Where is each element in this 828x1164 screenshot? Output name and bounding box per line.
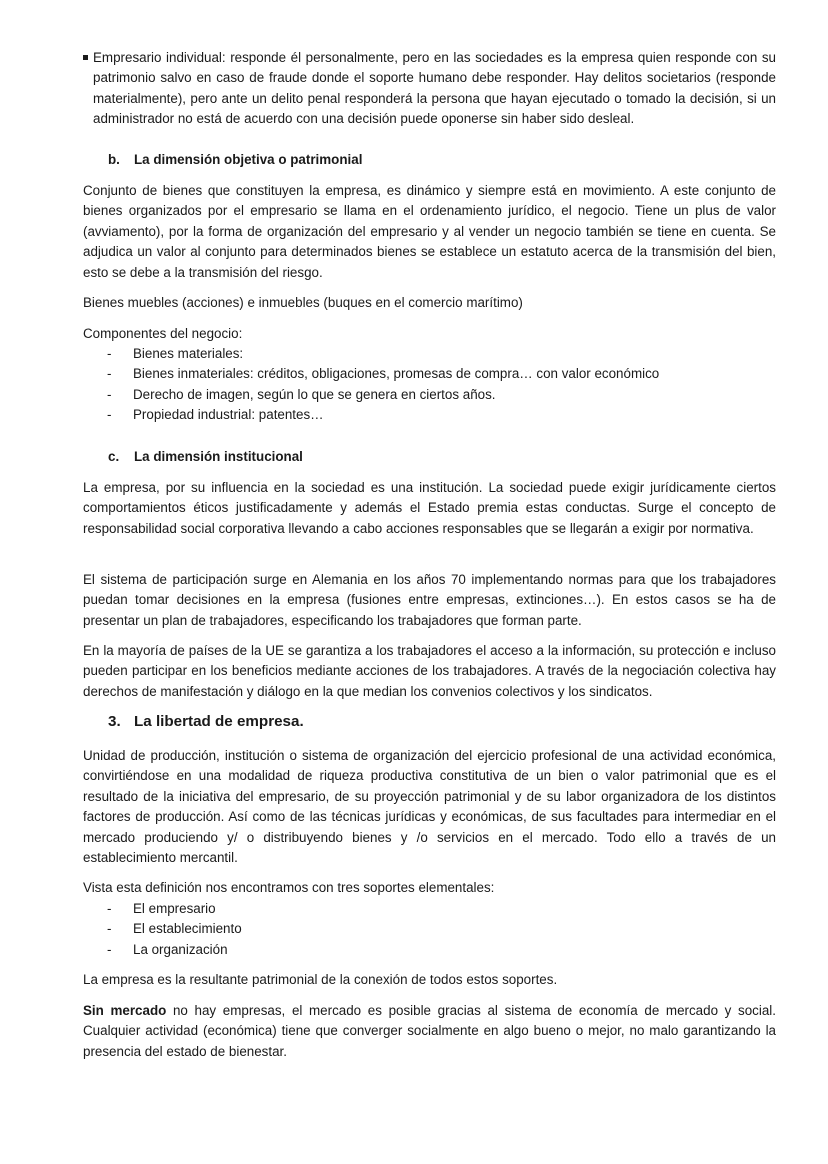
- section-3-paragraph-2: La empresa es la resultante patrimonial de la conexión de todos estos soportes.: [83, 972, 558, 987]
- section-b-list-intro: Componentes del negocio:: [83, 326, 243, 341]
- section-3-list-intro: Vista esta definición nos encontramos con tres soportes elementales:: [83, 880, 495, 895]
- list-item: - El establecimiento: [83, 919, 776, 939]
- dash-bullet: -: [107, 346, 112, 361]
- business-components-list: [83, 344, 776, 426]
- elemental-supports-list: [83, 899, 776, 960]
- bold-phrase: Sin mercado: [83, 1003, 167, 1018]
- list-item: - La organización: [83, 940, 776, 960]
- list-item: - Propiedad industrial: patentes…: [83, 405, 776, 425]
- dash-bullet: -: [107, 407, 112, 423]
- section-3-title: La libertad de empresa.: [134, 713, 304, 730]
- section-c-letter: c.: [108, 449, 120, 464]
- dash-bullet: -: [107, 366, 112, 382]
- section-c-paragraph-3: En la mayoría de países de la UE se garantiza a los trabajadores el acceso a la información, su protección e incluso pueden participar en los beneficios mediante acciones de los trabajadores. A través de la negociación colectiva hay derechos de manifestación y diálogo en la que median los convenios colectivos y los sindicatos.: [83, 643, 776, 699]
- square-bullet-icon: [83, 55, 88, 60]
- list-item: - Bienes inmateriales: créditos, obligaciones, promesas de compra… con valor económico: [83, 364, 776, 384]
- list-item: - Bienes materiales:: [83, 344, 776, 364]
- section-c-heading: [108, 447, 801, 467]
- section-b-heading: [108, 150, 801, 170]
- dash-bullet: -: [107, 921, 112, 937]
- section-c-paragraph-2: El sistema de participación surge en Alemania en los años 70 implementando normas para que los trabajadores puedan tomar decisiones en la empresa (fusiones entre empresas, extinciones…). En estos casos se ha de presentar un plan de trabajadores, especificando los trabajadores que forman parte.: [83, 572, 776, 628]
- section-c-title: La dimensión institucional: [134, 449, 303, 464]
- section-b-paragraph-1: Conjunto de bienes que constituyen la empresa, es dinámico y siempre está en movimiento. A este conjunto de bienes organizados por el empresario se llama en el ordenamiento jurídico, el negocio. Tiene un plus de valor (avviamento), por la forma de organización del empresario y al vender un negocio también se tiene en cuenta. Se adjudica un valor al conjunto para determinados bienes se establece un estatuto acerca de la transmisión del bien, esto se debe a la transmisión del riesgo.: [83, 183, 776, 280]
- section-c-paragraph-1: La empresa, por su influencia en la sociedad es una institución. La sociedad puede exigir jurídicamente ciertos comportamientos éticos justificadamente y además el Estado premia estas conductas. Surge el concepto de responsabilidad social corporativa llevando a cabo acciones responsables que se llegarán a exigir por normativa.: [83, 480, 776, 536]
- section-b-paragraph-2: Bienes muebles (acciones) e inmuebles (buques en el comercio marítimo): [83, 295, 523, 310]
- dash-bullet: -: [107, 386, 112, 402]
- section-b-letter: b.: [108, 152, 120, 167]
- list-item: - El empresario: [83, 899, 776, 919]
- section-b-title: La dimensión objetiva o patrimonial: [134, 152, 363, 167]
- dash-bullet: -: [107, 901, 112, 916]
- section-3-heading: [108, 712, 801, 732]
- list-item: - Derecho de imagen, según lo que se genera en ciertos años.: [83, 385, 776, 405]
- section-3-paragraph-1: Unidad de producción, institución o sistema de organización del ejercicio profesional de una actividad económica, convirtiéndose en una modalidad de riqueza productiva constitutiva de un bien o valor patrimonial que es el resultado de la iniciativa del empresario, de su proyección patrimonial y de su labor organizadora de los distintos factores de producción. Así como de las técnicas jurídicas y económicas, de sus facultades para intermediar en el mercado produciendo y/ o distribuyendo bienes y /o servicios en el mercado. Todo ello a través de un establecimiento mercantil.: [83, 748, 776, 866]
- section-3-paragraph-3: Sin mercado no hay empresas, el mercado es posible gracias al sistema de economía de mercado y social. Cualquier actividad (económica) tiene que converger socialmente en algo bueno o mejor, no malo garantizando la presencia del estado de bienestar.: [83, 1003, 776, 1059]
- bullet-paragraph: [83, 48, 776, 130]
- bullet-text: Empresario individual: responde él personalmente, pero en las sociedades es la empresa quien responde con su patrimonio salvo en caso de fraude donde el soporte humano debe responder. Hay delitos societarios (responde materialmente), pero ante un delito penal responderá la persona que hayan ejecutado o tomado la decisión, si un administrador no está de acuerdo con una decisión puede oponerse sin haber sido desleal.: [93, 50, 776, 127]
- section-3-number: 3.: [108, 713, 121, 730]
- dash-bullet: -: [107, 941, 112, 957]
